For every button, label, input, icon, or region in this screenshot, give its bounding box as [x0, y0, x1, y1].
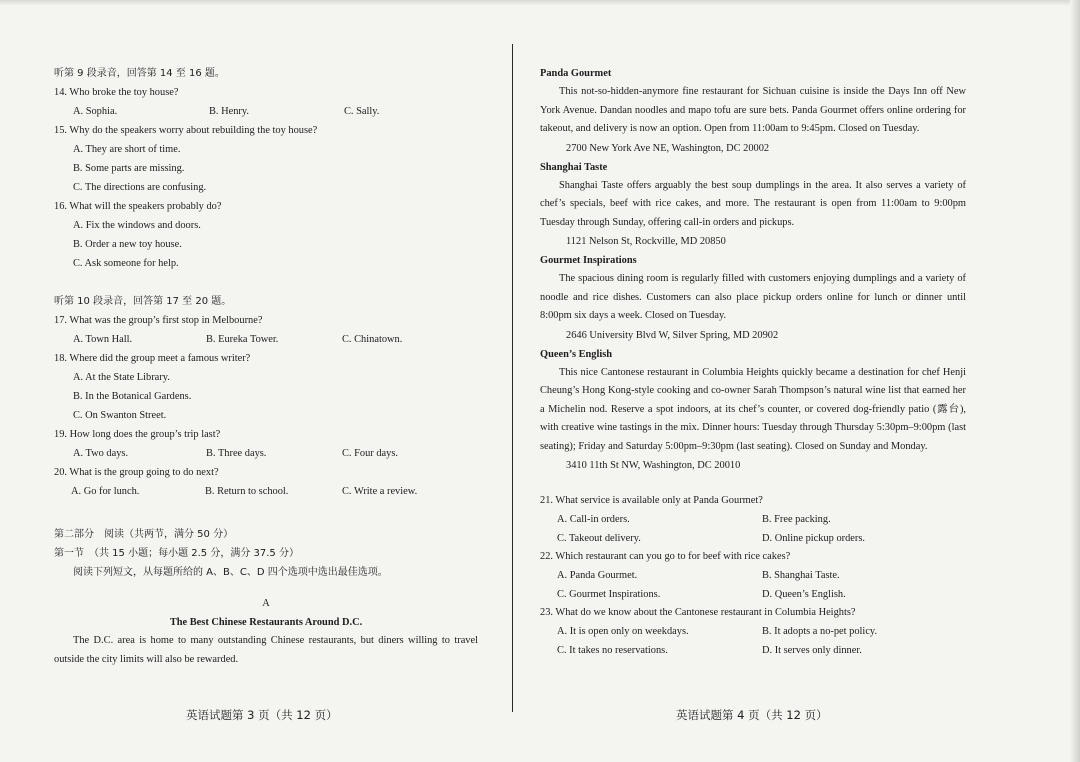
option-b: B. Henry.	[209, 106, 250, 117]
section-9-heading: 听第 9 段录音，回答第 14 至 16 题。	[54, 68, 225, 79]
question-18: 18. Where did the group meet a famous writer?	[54, 353, 251, 364]
option-c: C. Write a review.	[342, 486, 418, 497]
restaurant-description: This not-so-hidden-anymore fine restaurant for Sichuan cuisine is inside the Days Inn off New York Avenue. Dandan noodles and mapo tofu are sure bets. Panda Gourmet offers online ordering for takeout, and delivery is now an option. Open from 11:00am to 9:45pm. Closed on Tuesday.	[540, 86, 966, 134]
question-19: 19. How long does the group’s trip last?	[54, 429, 221, 440]
restaurant-address: 1121 Nelson St, Rockville, MD 20850	[566, 236, 726, 247]
option-c: C. Gourmet Inspirations.	[557, 588, 661, 600]
option-c: C. Four days.	[342, 448, 398, 459]
page-3-column	[54, 64, 478, 669]
restaurant-description: Shanghai Taste offers arguably the best soup dumplings in the area. It also serves a variety of chef’s specials, beef with rice cakes, and more. The restaurant is open from 11:00am to 9:00pm Tuesday through Sunday, offering call-in orders and pickups.	[540, 179, 966, 228]
question-21-options-row-2	[540, 529, 966, 548]
option-b: B. Return to school.	[205, 486, 289, 497]
restaurant-address: 2646 University Blvd W, Silver Spring, MD 20902	[566, 329, 779, 341]
question-14-options	[54, 102, 478, 121]
passage-intro: The D.C. area is home to many outstanding Chinese restaurants, but diners willing to travel outside the city limits will also be rewarded.	[54, 635, 478, 665]
restaurant-name-panda-gourmet: Panda Gourmet	[540, 68, 612, 79]
option-d: D. It serves only dinner.	[762, 644, 862, 656]
question-15: 15. Why do the speakers worry about rebuilding the toy house?	[54, 125, 318, 136]
part-2-heading: 第二部分 阅读（共两节，满分 50 分）	[54, 529, 234, 540]
option-c: C. Takeout delivery.	[557, 532, 641, 544]
page-footer-3: 英语试题第 3 页（共 12 页）	[186, 708, 338, 722]
question-23-options-row-1	[540, 622, 966, 641]
question-22: 22. Which restaurant can you go to for beef with rice cakes?	[540, 551, 791, 562]
option-b: B. Some parts are missing.	[73, 163, 185, 174]
option-a: A. It is open only on weekdays.	[557, 626, 689, 637]
option-a: A. Fix the windows and doors.	[73, 220, 201, 231]
passage-letter: A	[262, 598, 270, 609]
question-22-options-row-1	[540, 566, 966, 585]
reading-instruction: 阅读下列短文，从每题所给的 A、B、C、D 四个选项中选出最佳选项。	[73, 567, 388, 578]
restaurant-address: 3410 11th St NW, Washington, DC 20010	[566, 460, 741, 471]
option-b: B. Shanghai Taste.	[762, 570, 840, 581]
question-21-options-row-1	[540, 510, 966, 529]
question-16: 16. What will the speakers probably do?	[54, 201, 222, 212]
option-a: A. Town Hall.	[73, 334, 133, 345]
question-19-options	[54, 444, 478, 463]
option-a: A. Call-in orders.	[557, 514, 630, 525]
restaurant-address: 2700 New York Ave NE, Washington, DC 20002	[566, 142, 770, 154]
question-21: 21. What service is available only at Panda Gourmet?	[540, 495, 763, 506]
question-17: 17. What was the group’s first stop in Melbourne?	[54, 315, 263, 326]
question-22-options-row-2	[540, 585, 966, 604]
question-20-options	[54, 482, 478, 501]
option-a: A. Sophia.	[73, 106, 118, 117]
option-b: B. It adopts a no-pet policy.	[762, 626, 878, 637]
option-a: A. Panda Gourmet.	[557, 570, 638, 581]
page-divider	[512, 44, 513, 712]
page-4-column	[540, 64, 966, 659]
option-c: C. Chinatown.	[342, 334, 403, 345]
section-10-heading: 听第 10 段录音，回答第 17 至 20 题。	[54, 296, 232, 307]
option-c: C. On Swanton Street.	[73, 410, 167, 421]
scan-edge-top	[0, 0, 1080, 6]
restaurant-description: This nice Cantonese restaurant in Columbia Heights quickly became a destination for chef Henji Cheung’s Hong Kong-style cooking and co-owner Sarah Thompson’s natural wine list that earned her a Michelin nod. Reserve a spot indoors, at its chef’s counter, or covered dog-friendly patio (露台), with creative wine tastings in the mix. Dinner hours: Tuesday through Thursday 5:30pm–9:00pm (last seating); Friday and Saturday 5:00pm–9:30pm (last seating). Closed on Sunday and Monday.	[540, 366, 966, 452]
option-c: C. Sally.	[344, 106, 380, 117]
restaurant-name-shanghai-taste: Shanghai Taste	[540, 161, 608, 173]
scan-edge-right	[1070, 0, 1080, 762]
option-c: C. It takes no reservations.	[557, 644, 668, 656]
option-b: B. Eureka Tower.	[206, 334, 279, 345]
option-a: A. Go for lunch.	[71, 486, 140, 497]
option-c: C. The directions are confusing.	[73, 182, 207, 193]
option-d: D. Queen’s English.	[762, 588, 846, 600]
restaurant-description: The spacious dining room is regularly filled with customers enjoying dumplings and a variety of noodle and rice dishes. Customers can also place pickup orders online for lunch or dinner until 8:00pm six days a week. Closed on Tuesday.	[540, 273, 966, 321]
option-a: A. At the State Library.	[73, 372, 170, 383]
passage-title: The Best Chinese Restaurants Around D.C.	[169, 617, 363, 628]
question-14: 14. Who broke the toy house?	[54, 87, 179, 98]
question-23: 23. What do we know about the Cantonese restaurant in Columbia Heights?	[540, 607, 856, 618]
option-b: B. In the Botanical Gardens.	[73, 391, 192, 402]
restaurant-name-gourmet-inspirations: Gourmet Inspirations	[540, 255, 637, 266]
option-c: C. Ask someone for help.	[73, 258, 179, 269]
section-1-heading: 第一节 （共 15 小题；每小题 2.5 分，满分 37.5 分）	[54, 548, 299, 559]
option-a: A. Two days.	[73, 448, 129, 459]
question-17-options	[54, 330, 478, 349]
option-b: B. Order a new toy house.	[73, 239, 182, 250]
question-20: 20. What is the group going to do next?	[54, 467, 219, 478]
option-b: B. Three days.	[206, 448, 267, 459]
restaurant-name-queens-english: Queen’s English	[540, 348, 613, 360]
page-footer-4: 英语试题第 4 页（共 12 页）	[676, 708, 828, 722]
option-a: A. They are short of time.	[73, 144, 181, 155]
question-23-options-row-2	[540, 641, 966, 660]
option-b: B. Free packing.	[762, 514, 831, 525]
option-d: D. Online pickup orders.	[762, 532, 866, 544]
